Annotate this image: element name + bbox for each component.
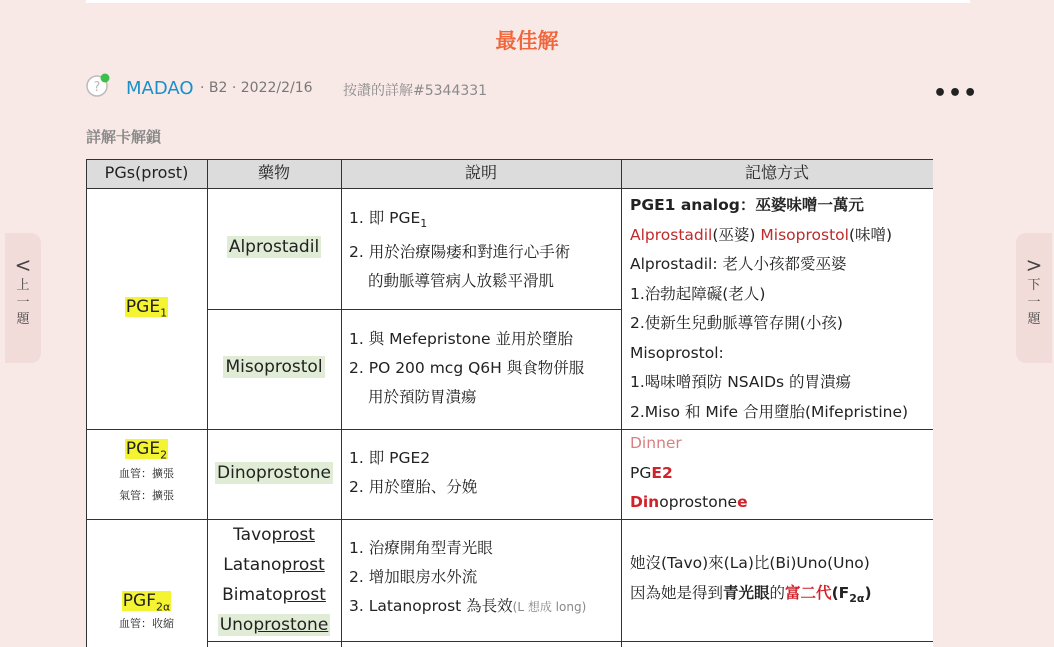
avatar[interactable] (86, 73, 110, 97)
col-header-explain: 說明 (341, 159, 621, 188)
drug-unoprostone: Unoprostone (219, 615, 329, 635)
pgf2a-memo: 她沒(Tavo)來(La)比(Bi)Uno(Uno) 因為她是得到青光眼的富二代$(F_{2\alpha})$ (630, 554, 872, 605)
more-options-icon[interactable]: ••• (933, 81, 979, 106)
alprostadil-explain: 1. 即 $PGE_1$ 2. 用於治療陽痿和對進行心手術 的動脈導管病人放鬆平滑肌 (349, 209, 571, 291)
praise-link[interactable]: 按讚的詳解#5344331 (343, 83, 488, 99)
dinoprostone-explain: 1. 即 PGE2 2. 用於墮胎、分娩 (349, 449, 478, 496)
author-meta: · B2 · 2022/2/16 (200, 80, 313, 96)
drug-tavoprost: Tavoprost (233, 525, 315, 545)
svg-text:?: ? (93, 80, 101, 95)
answer-table-image (86, 159, 933, 647)
drug-alprostadil: Alprostadil (228, 237, 320, 257)
drug-dinoprostone: Dinoprostone (217, 463, 331, 483)
col-header-drug: 藥物 (207, 159, 341, 188)
drug-bimatoprost: Bimatoprost (222, 585, 326, 605)
pgf2a-drugs (207, 520, 341, 640)
chevron-left-icon: < (14, 253, 32, 277)
misoprostol-explain: 1. 與 Mefepristone 並用於墮胎 2. PO 200 mcg Q6H 與食物併服 用於預防胃潰瘍 (349, 330, 585, 406)
drug-misoprostol: Misoprostol (225, 357, 323, 377)
pge1-memo: PGE1 analog：巫婆味噌一萬元 Alprostadil(巫婆) Misoprostol(味噌) Alprostadil: 老人小孩都愛巫婆 1.治勃起障礙(老人) 2.使新生兒動脈導管存開(小孩) Misoprostol: 1.喝味噌預防 NSAIDs 的胃潰瘍 2.Miso 和 Mife 合用墮胎(Mifepristine) (630, 196, 909, 421)
card-top-edge (86, 0, 970, 3)
drug-latanoprost: Latanoprost (223, 555, 325, 575)
pge1-label: $PGE_1$ (125, 297, 168, 320)
author-name[interactable]: MADAO (126, 78, 194, 99)
col-header-memo: 記憶方式 (621, 159, 933, 188)
chevron-right-icon: > (1025, 253, 1043, 277)
pge2-memo: Dinner PGE2 Dinoprostonee (630, 434, 748, 511)
pgf2a-label: $PGF_{2\alpha}$ 血管：收縮 (119, 591, 174, 631)
best-answer-heading: 最佳解 (495, 29, 559, 53)
prev-question-button[interactable]: < 上 一 題 (5, 233, 41, 363)
col-header-pgs: PGs(prost) (86, 159, 207, 188)
pgf2a-explain: 1. 治療開角型青光眼 2. 增加眼房水外流 3. Latanoprost 為長效(L 想成 long) (349, 539, 587, 615)
next-question-button[interactable]: > 下 一 題 (1016, 233, 1052, 363)
pge2-label: $PGE_2$ 血管：擴張 氣管：擴張 (119, 439, 174, 503)
unlock-label: 詳解卡解鎖 (86, 128, 162, 146)
